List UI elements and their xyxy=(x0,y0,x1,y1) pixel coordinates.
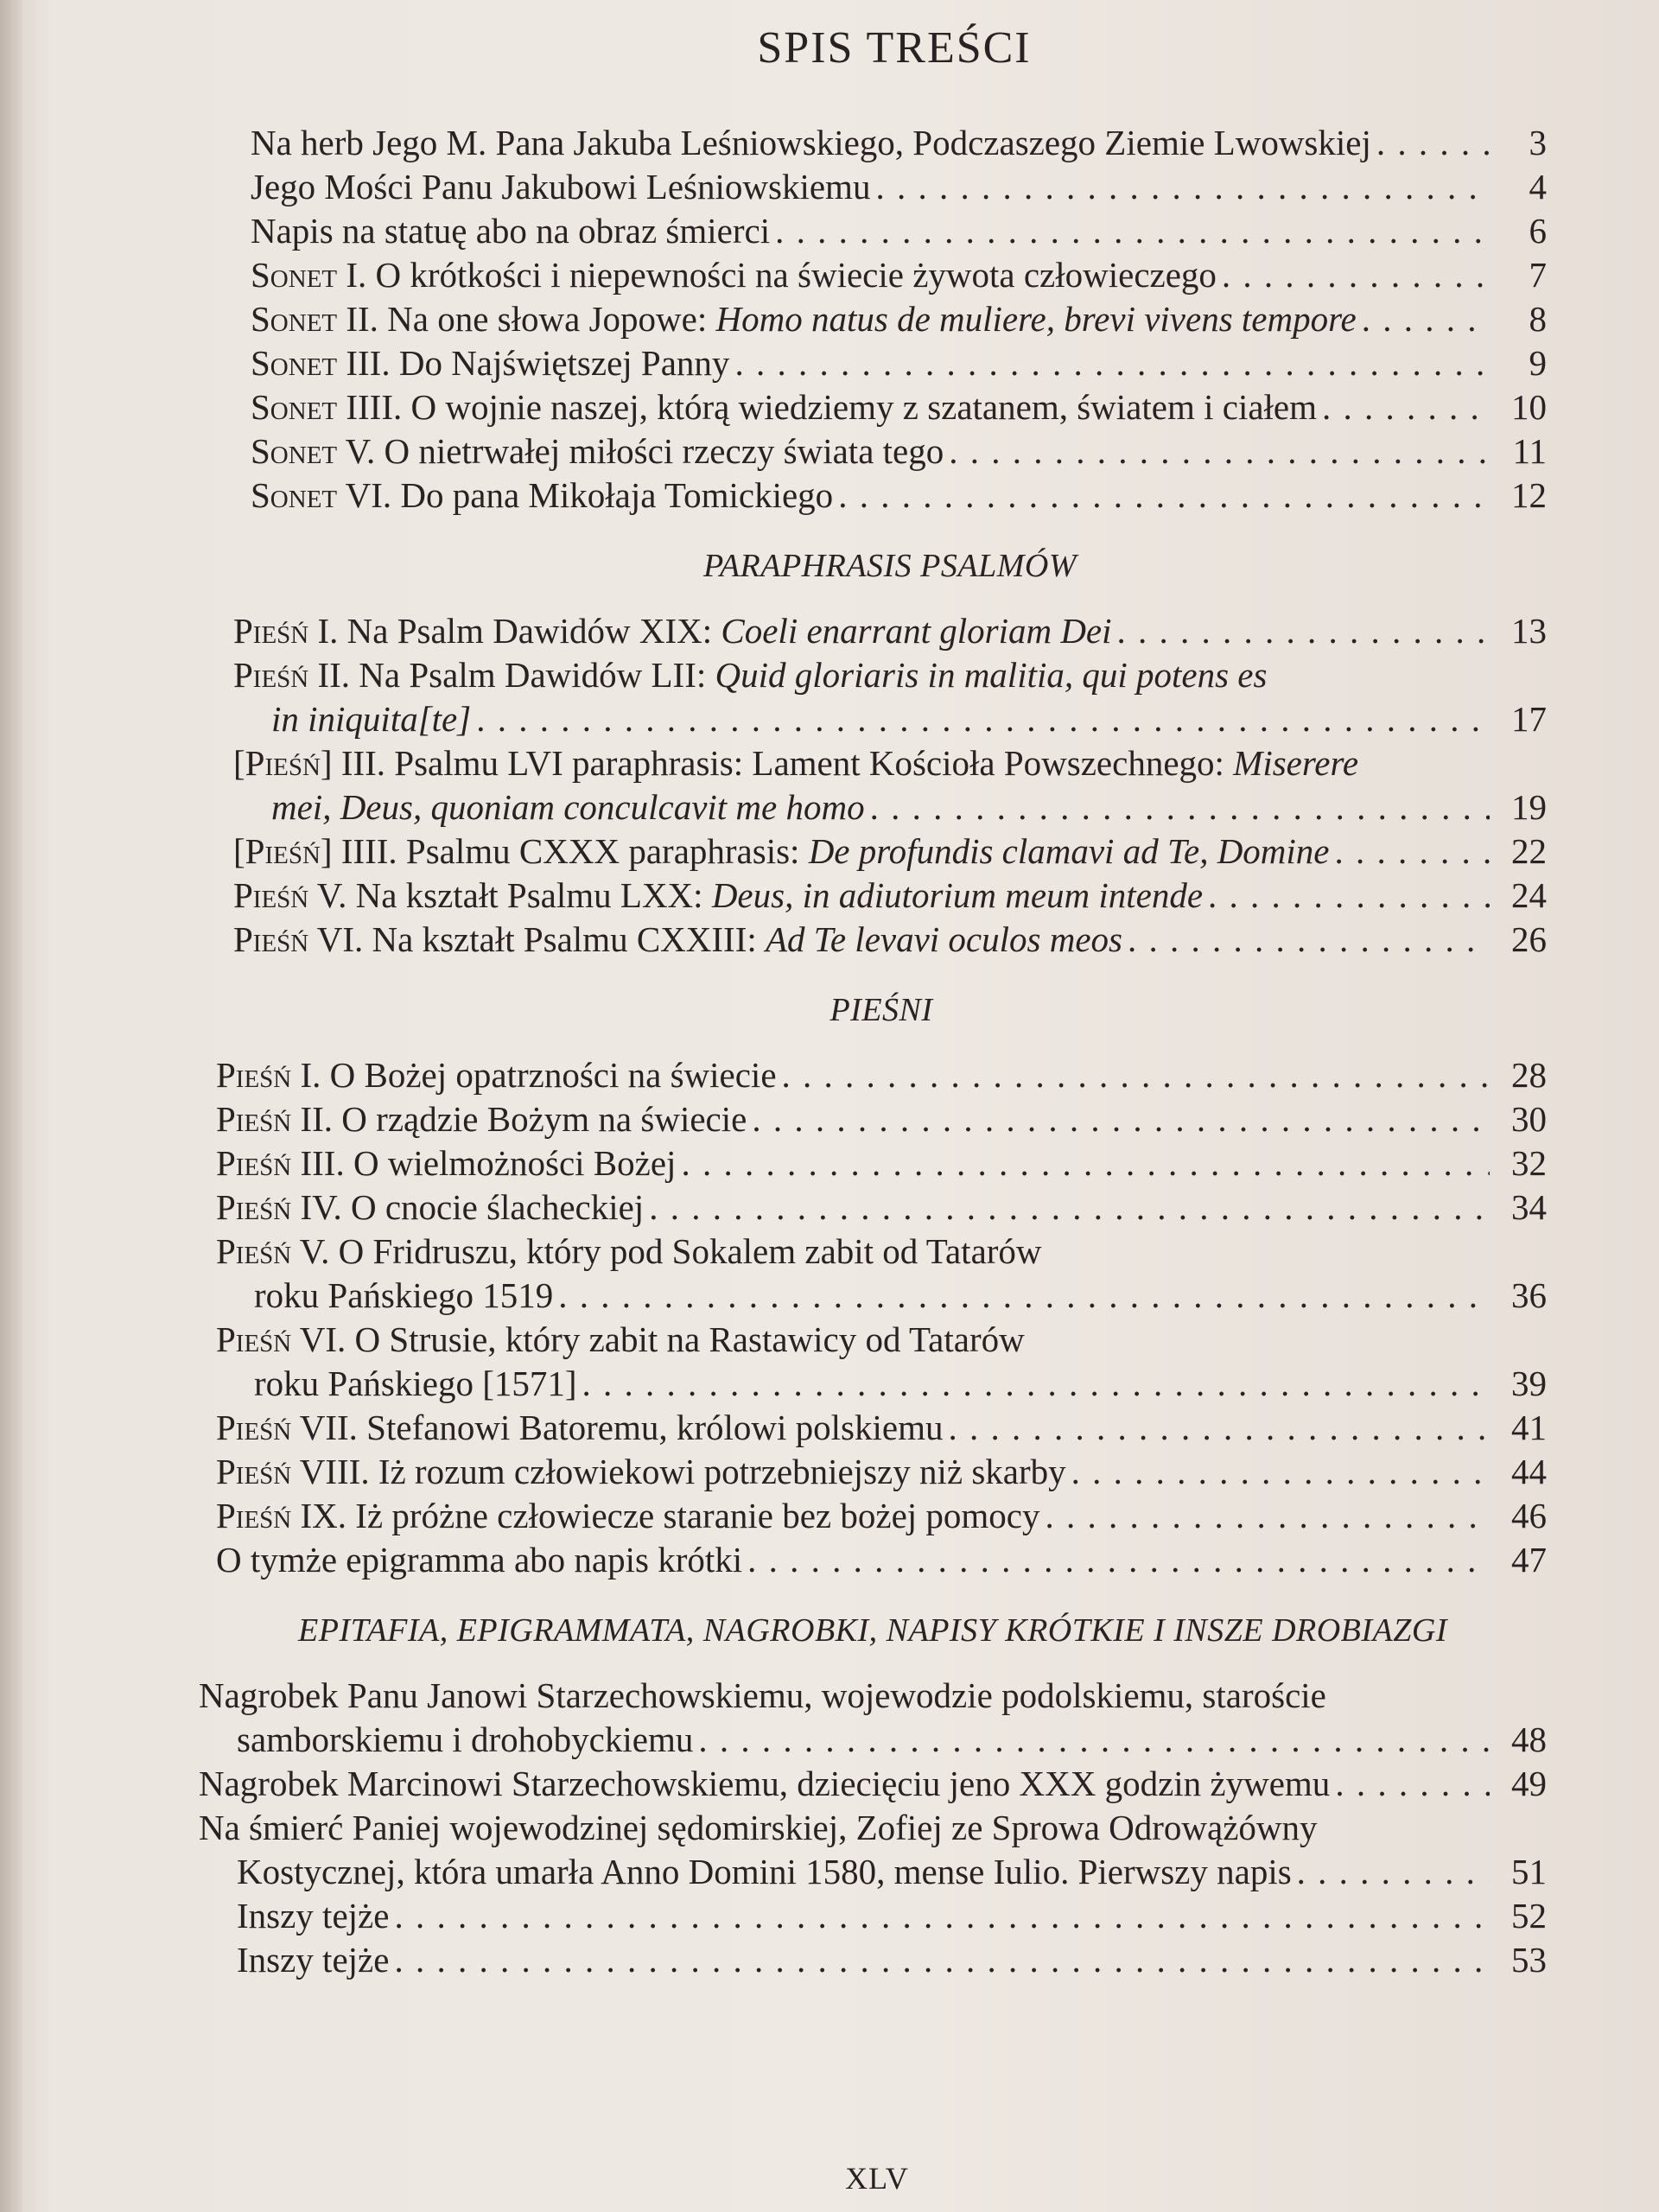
entry-text xyxy=(251,429,944,474)
entry-label: Sonet xyxy=(251,343,338,383)
entry-label: Pieśń xyxy=(233,655,309,695)
toc-entry xyxy=(251,474,1547,518)
entry-text xyxy=(216,1097,747,1141)
entry-latin-title: Miserere xyxy=(1233,743,1359,783)
entry-text xyxy=(216,1362,577,1406)
entry-label: Sonet xyxy=(251,387,338,427)
toc-entry-continuation xyxy=(216,1362,1547,1406)
entry-latin-title: Ad Te levavi oculos meos xyxy=(766,919,1122,959)
toc-entry-continuation xyxy=(199,1718,1547,1762)
entry-label: Pieśń xyxy=(233,875,309,915)
entry-latin-title: in iniquita[te] xyxy=(271,699,472,739)
page-number: 52 xyxy=(1511,1896,1547,1936)
entry-latin-title: Coeli enarrant gloriam Dei xyxy=(721,611,1112,651)
entry-title: III. Psalmu LVI paraphrasis: Lament Kościoła Powszechnego: xyxy=(332,743,1234,783)
page-number: 12 xyxy=(1511,475,1547,515)
entry-label: Pieśń xyxy=(216,1187,292,1227)
entry-latin-title: mei, Deus, quoniam conculcavit me homo xyxy=(271,787,865,827)
entry-text xyxy=(199,1718,693,1762)
toc-entry xyxy=(251,253,1547,297)
entry-label: Sonet xyxy=(251,431,338,471)
entry-title: Inszy tejże xyxy=(237,1940,390,1980)
entry-text xyxy=(233,609,1112,653)
page-number: 46 xyxy=(1511,1496,1547,1535)
dot-leader xyxy=(394,1938,1490,1982)
entry-text xyxy=(251,121,1371,165)
entry-label: [Pieśń] xyxy=(233,743,333,783)
toc-entry xyxy=(199,1806,1547,1850)
section-heading: EPITAFIA, EPIGRAMMATA, NAGROBKI, NAPISY KRÓTKIE I INSZE DROBIAZGI xyxy=(298,1612,1447,1649)
entry-title: Jego Mości Panu Jakubowi Leśniowskiemu xyxy=(251,167,871,207)
entry-text xyxy=(216,1185,644,1230)
page-number: 49 xyxy=(1511,1764,1547,1803)
entry-text xyxy=(233,874,1203,918)
entry-label: Pieśń xyxy=(216,1099,292,1139)
entry-title: IIII. O wojnie naszej, którą wiedziemy z szatanem, światem i ciałem xyxy=(337,387,1318,427)
entry-title: Nagrobek Panu Janowi Starzechowskiemu, wojewodzie podolskiemu, staroście xyxy=(199,1675,1326,1715)
page-number: 6 xyxy=(1529,211,1547,251)
page-number: 7 xyxy=(1529,255,1547,295)
entry-title: Na śmierć Paniej wojewodzinej sędomirskiej, Zofiej ze Sprowa Odrowążówny xyxy=(199,1808,1318,1847)
entry-label: Pieśń xyxy=(216,1319,292,1359)
entry-latin-title: Homo natus de muliere, brevi vivens tempore xyxy=(715,299,1357,339)
entry-label: Pieśń xyxy=(233,611,309,651)
page-number: 32 xyxy=(1511,1143,1547,1183)
page-number: 19 xyxy=(1511,787,1547,827)
dot-leader xyxy=(1297,1850,1490,1894)
toc-entry-continuation xyxy=(233,785,1547,830)
entry-label: Pieśń xyxy=(216,1452,292,1491)
entry-text xyxy=(216,1494,1040,1538)
entry-title: I. O Bożej opatrzności na świecie xyxy=(291,1055,777,1095)
section-heading: PARAPHRASIS PSALMÓW xyxy=(703,548,1077,584)
toc-entry xyxy=(199,1674,1547,1718)
toc-entry xyxy=(216,1141,1547,1185)
page-number: 47 xyxy=(1511,1540,1547,1580)
page-number: 41 xyxy=(1511,1408,1547,1447)
entry-title: Kostycznej, która umarła Anno Domini 1580, mense Iulio. Pierwszy napis xyxy=(237,1852,1292,1891)
dot-leader xyxy=(394,1894,1490,1938)
entry-text xyxy=(216,1141,676,1185)
toc-entry xyxy=(233,741,1547,785)
dot-leader xyxy=(949,429,1490,474)
entry-text xyxy=(216,1053,777,1097)
entry-title: I. O krótkości i niepewności na świecie żywota człowieczego xyxy=(337,255,1217,295)
entry-label: [Pieśń] xyxy=(233,831,333,871)
toc-entry-continuation xyxy=(233,697,1547,741)
page-title: SPIS TREŚCI xyxy=(757,23,1032,73)
page-number: 4 xyxy=(1529,167,1547,207)
page-number: 36 xyxy=(1511,1275,1547,1315)
toc-entry xyxy=(233,874,1547,918)
toc-entry xyxy=(216,1053,1547,1097)
dot-leader xyxy=(1376,121,1490,165)
page-number: 3 xyxy=(1529,123,1547,162)
entry-latin-title: Quid gloriaris in malitia, qui potens es xyxy=(715,655,1268,695)
entry-text xyxy=(199,1938,389,1982)
toc-entry xyxy=(199,1938,1547,1982)
entry-text xyxy=(233,655,1267,695)
dot-leader xyxy=(838,474,1490,518)
entry-text xyxy=(199,1808,1318,1847)
dot-leader xyxy=(681,1141,1490,1185)
entry-label: Sonet xyxy=(251,299,338,339)
dot-leader xyxy=(734,341,1490,385)
toc-entry xyxy=(216,1318,1547,1362)
dot-leader xyxy=(1208,874,1490,918)
entry-text xyxy=(233,697,471,741)
entry-title: II. Na Psalm Dawidów LII: xyxy=(308,655,715,695)
dot-leader xyxy=(476,697,1490,741)
entry-title: III. O wielmożności Bożej xyxy=(291,1143,677,1183)
page-number: 13 xyxy=(1511,611,1547,651)
dot-leader xyxy=(1335,1762,1490,1806)
page-number: 11 xyxy=(1512,431,1547,471)
toc-section xyxy=(216,991,1547,1582)
dot-leader xyxy=(582,1362,1490,1406)
entry-label: Pieśń xyxy=(216,1496,292,1535)
toc-entry xyxy=(216,1494,1547,1538)
toc-entry-continuation xyxy=(216,1274,1547,1318)
page-number-footer: XLV xyxy=(845,2161,909,2196)
toc-entry xyxy=(233,918,1547,962)
entry-title: IV. O cnocie ślacheckiej xyxy=(291,1187,645,1227)
page-number: 26 xyxy=(1511,919,1547,959)
entry-text xyxy=(199,1850,1292,1894)
toc-entry xyxy=(216,1230,1547,1274)
entry-title: VI. Na kształt Psalmu CXXIII: xyxy=(308,919,766,959)
dot-leader xyxy=(752,1097,1490,1141)
dot-leader xyxy=(649,1185,1490,1230)
page-number: 17 xyxy=(1511,699,1547,739)
dot-leader xyxy=(1362,297,1490,341)
page-number: 8 xyxy=(1529,299,1547,339)
entry-label: Sonet xyxy=(251,475,338,515)
dot-leader xyxy=(1322,385,1490,429)
entry-label: Sonet xyxy=(251,255,338,295)
toc-entry xyxy=(233,609,1547,653)
entry-title: II. Na one słowa Jopowe: xyxy=(337,299,716,339)
entry-label: Pieśń xyxy=(216,1408,292,1447)
entry-title: IIII. Psalmu CXXX paraphrasis: xyxy=(332,831,809,871)
entry-label: Pieśń xyxy=(216,1231,292,1271)
dot-leader xyxy=(875,165,1490,209)
page-number: 34 xyxy=(1511,1187,1547,1227)
entry-title: Inszy tejże xyxy=(237,1896,390,1936)
entry-title: Napis na statuę abo na obraz śmierci xyxy=(251,211,771,251)
dot-leader xyxy=(1222,253,1490,297)
entry-title: VI. Do pana Mikołaja Tomickiego xyxy=(337,475,834,515)
toc-entry xyxy=(199,1762,1547,1806)
entry-text xyxy=(233,918,1122,962)
toc-entry xyxy=(251,121,1547,165)
toc-section xyxy=(251,121,1547,518)
entry-text xyxy=(199,1675,1326,1715)
page-number: 9 xyxy=(1529,343,1547,383)
entry-text xyxy=(251,209,770,253)
entry-title: roku Pańskiego [1571] xyxy=(254,1363,577,1403)
entry-title: Nagrobek Marcinowi Starzechowskiemu, dziecięciu jeno XXX godzin żywemu xyxy=(199,1764,1331,1803)
toc-section xyxy=(199,1611,1547,1982)
toc-section xyxy=(233,547,1547,962)
toc-entry xyxy=(233,653,1547,697)
dot-leader xyxy=(782,1053,1490,1097)
toc-entry-continuation xyxy=(199,1850,1547,1894)
entry-text xyxy=(251,474,833,518)
page-number: 44 xyxy=(1511,1452,1547,1491)
dot-leader xyxy=(1071,1450,1490,1494)
entry-title: II. O rządzie Bożym na świecie xyxy=(291,1099,747,1139)
entry-text xyxy=(216,1274,553,1318)
entry-latin-title: De profundis clamavi ad Te, Domine xyxy=(808,831,1330,871)
entry-text xyxy=(251,385,1317,429)
entry-text xyxy=(233,743,1358,783)
page-binding-edge xyxy=(0,0,22,2212)
dot-leader xyxy=(775,209,1490,253)
entry-label: Pieśń xyxy=(216,1143,292,1183)
entry-title: roku Pańskiego 1519 xyxy=(254,1275,554,1315)
toc-entry xyxy=(216,1538,1547,1582)
toc-entry xyxy=(216,1406,1547,1450)
entry-title: VIII. Iż rozum człowiekowi potrzebniejszy niż skarby xyxy=(291,1452,1066,1491)
page-number: 53 xyxy=(1511,1940,1547,1980)
section-heading: PIEŚNI xyxy=(830,992,933,1028)
toc-entry xyxy=(251,209,1547,253)
toc-entry xyxy=(251,297,1547,341)
page-number: 51 xyxy=(1511,1852,1547,1891)
entry-text xyxy=(233,785,865,830)
entry-text xyxy=(251,165,870,209)
toc-entry xyxy=(251,165,1547,209)
entry-label: Pieśń xyxy=(216,1055,292,1095)
page-number: 39 xyxy=(1511,1363,1547,1403)
entry-title: samborskiemu i drohobyckiemu xyxy=(237,1719,694,1759)
entry-text xyxy=(199,1894,389,1938)
dot-leader xyxy=(747,1538,1490,1582)
dot-leader xyxy=(558,1274,1490,1318)
toc-entry xyxy=(251,341,1547,385)
entry-latin-title: Deus, in adiutorium meum intende xyxy=(711,875,1204,915)
toc-entry xyxy=(216,1185,1547,1230)
entry-title: III. Do Najświętszej Panny xyxy=(337,343,730,383)
entry-title: VI. O Strusie, który zabit na Rastawicy od Tatarów xyxy=(291,1319,1025,1359)
entry-label: Pieśń xyxy=(233,919,309,959)
toc-entry xyxy=(233,830,1547,874)
toc-entry xyxy=(199,1894,1547,1938)
dot-leader xyxy=(1046,1494,1491,1538)
entry-title: O tymże epigramma abo napis krótki xyxy=(216,1540,743,1580)
entry-title: I. Na Psalm Dawidów XIX: xyxy=(308,611,721,651)
toc-entry xyxy=(251,429,1547,474)
table-of-contents xyxy=(199,121,1547,2012)
page-number: 10 xyxy=(1511,387,1547,427)
entry-text xyxy=(251,297,1357,341)
entry-title: VII. Stefanowi Batoremu, królowi polskiemu xyxy=(291,1408,944,1447)
toc-entry xyxy=(216,1097,1547,1141)
page-number: 24 xyxy=(1511,875,1547,915)
page-number: 48 xyxy=(1511,1719,1547,1759)
dot-leader xyxy=(1128,918,1490,962)
entry-text xyxy=(216,1406,943,1450)
entry-text xyxy=(216,1538,742,1582)
entry-text xyxy=(216,1319,1025,1359)
toc-entry xyxy=(251,385,1547,429)
dot-leader xyxy=(1117,609,1490,653)
entry-text xyxy=(199,1762,1330,1806)
entry-text xyxy=(233,830,1330,874)
page-number: 22 xyxy=(1511,831,1547,871)
entry-text xyxy=(216,1450,1066,1494)
page-number: 28 xyxy=(1511,1055,1547,1095)
page-number: 30 xyxy=(1511,1099,1547,1139)
entry-title: Na herb Jego M. Pana Jakuba Leśniowskiego, Podczaszego Ziemie Lwowskiej xyxy=(251,123,1371,162)
entry-text xyxy=(216,1231,1042,1271)
dot-leader xyxy=(1335,830,1491,874)
entry-title: V. O nietrwałej miłości rzeczy świata tego xyxy=(337,431,944,471)
entry-text xyxy=(251,341,729,385)
entry-title: V. Na kształt Psalmu LXX: xyxy=(308,875,712,915)
entry-text xyxy=(251,253,1217,297)
entry-title: V. O Fridruszu, który pod Sokalem zabit od Tatarów xyxy=(291,1231,1042,1271)
toc-entry xyxy=(216,1450,1547,1494)
entry-title: IX. Iż próżne człowiecze staranie bez bożej pomocy xyxy=(291,1496,1040,1535)
dot-leader xyxy=(948,1406,1490,1450)
dot-leader xyxy=(870,785,1490,830)
dot-leader xyxy=(698,1718,1490,1762)
